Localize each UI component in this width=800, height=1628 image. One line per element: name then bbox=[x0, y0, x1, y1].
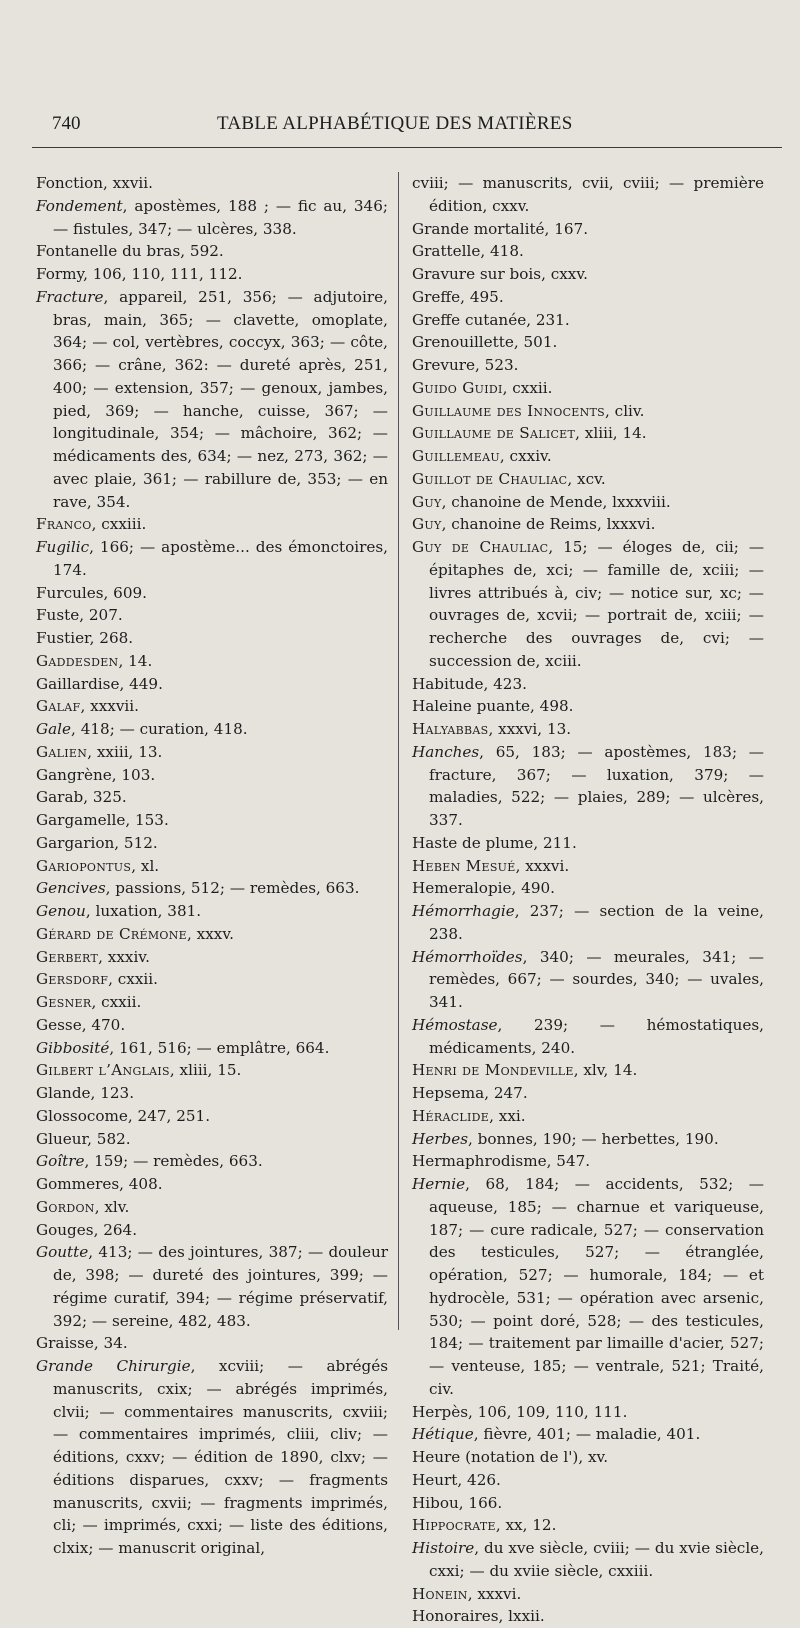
entry-references: , luxation, 381. bbox=[85, 902, 202, 920]
entry-references: , du xve siècle, cviii; — du xvie siècle, cxxi; — du xviie siècle, cxxiii. bbox=[429, 1539, 764, 1580]
entry-references: , 103. bbox=[111, 765, 156, 784]
entry-references: , 68, 184; — accidents, 532; — aqueuse, 185; — charnue et variqueuse, 187; — cure radicale, 527; — conservation des testicules, 527; — étranglée, opération, 527; — humorale, 184; — et hydrocèle, 531; — opération avec arsenic, 530; — point doré, 528; — des testicules, 184; — traitement par limaille d'acier, 527; — venteuse, 185; — ventrale, 521; Traité, civ. bbox=[429, 1175, 764, 1398]
entry-references: , 14. bbox=[118, 651, 153, 670]
entry-references: , xxvii. bbox=[103, 174, 153, 192]
index-entry bbox=[36, 673, 388, 696]
entry-heading: Fonction bbox=[36, 174, 104, 192]
entry-heading: Fuste bbox=[36, 606, 80, 625]
index-entry bbox=[36, 900, 388, 923]
entry-references: , chanoine de Reims, lxxxvi. bbox=[441, 515, 656, 534]
index-column-right bbox=[412, 172, 764, 1628]
index-entry bbox=[412, 1059, 764, 1082]
entry-heading: Greffe cutanée bbox=[412, 310, 527, 329]
entry-references: , 592. bbox=[180, 242, 224, 261]
entry-references: , 490. bbox=[511, 879, 555, 898]
entry-heading: Guillot de Chauliac bbox=[412, 469, 568, 488]
entry-references: , xliii, 14. bbox=[575, 424, 647, 443]
entry-references: , 449. bbox=[119, 674, 163, 693]
index-entry bbox=[412, 240, 764, 263]
index-entry bbox=[36, 946, 388, 969]
entry-heading: Gibbosité bbox=[36, 1038, 110, 1057]
entry-references: , 418. bbox=[480, 242, 524, 261]
entry-references: , 501. bbox=[513, 333, 558, 352]
entry-references: , 264. bbox=[93, 1220, 138, 1239]
entry-references: , 423. bbox=[483, 674, 527, 693]
index-entry bbox=[36, 1219, 388, 1242]
entry-heading: Gilbert l’Anglais bbox=[36, 1061, 170, 1080]
index-entry bbox=[36, 832, 388, 855]
index-entry bbox=[36, 650, 388, 673]
index-entry bbox=[36, 1014, 388, 1037]
index-entry bbox=[36, 764, 388, 787]
entry-references: , xxxvi. bbox=[515, 856, 570, 875]
entry-heading: Garab bbox=[36, 788, 84, 807]
index-entry bbox=[412, 832, 764, 855]
entry-heading: Herpès bbox=[412, 1402, 468, 1421]
entry-references: , 325. bbox=[83, 788, 127, 807]
index-entry bbox=[412, 1583, 764, 1606]
index-entry bbox=[412, 309, 764, 332]
entry-heading: Fustier bbox=[36, 629, 90, 647]
index-entry bbox=[412, 1105, 764, 1128]
entry-heading: Genou bbox=[36, 902, 86, 920]
entry-references: , xxxvii. bbox=[80, 697, 139, 716]
index-entry bbox=[36, 1128, 388, 1151]
entry-references: , cliv. bbox=[605, 401, 645, 420]
index-entry bbox=[36, 1173, 388, 1196]
index-entry bbox=[36, 809, 388, 832]
index-entry bbox=[36, 968, 388, 991]
index-entry bbox=[36, 695, 388, 718]
entry-heading: Galien bbox=[36, 742, 88, 761]
entry-heading: Gordon bbox=[36, 1197, 95, 1216]
index-entry bbox=[412, 741, 764, 832]
entry-heading: Henri de Mondeville bbox=[412, 1061, 574, 1080]
entry-references: , 418; — curation, 418. bbox=[71, 720, 248, 738]
index-entry bbox=[36, 627, 388, 650]
entry-heading: Hétique bbox=[412, 1425, 474, 1444]
entry-references: , 15; — éloges de, cii; — épitaphes de, xci; — famille de, xciii; — livres attribués à, civ; — notice sur, xc; — ouvrages de, xcvii; — portrait de, xciii; — recherche des ouvrages de, cvi; — succession de, xciii. bbox=[429, 538, 765, 670]
index-entry bbox=[36, 195, 388, 241]
index-entry bbox=[36, 1105, 388, 1128]
entry-heading: Guillaume de Salicet bbox=[412, 424, 576, 443]
entry-heading: Hemeralopie bbox=[412, 879, 512, 898]
entry-references: , cxxii. bbox=[502, 378, 553, 397]
entry-references: , 268. bbox=[89, 629, 134, 647]
index-entry bbox=[412, 513, 764, 536]
entry-references: , 408. bbox=[119, 1175, 163, 1193]
entry-heading: Gerbert bbox=[36, 947, 99, 966]
entry-references: , cxxiv. bbox=[499, 447, 552, 465]
entry-heading: Furcules bbox=[36, 583, 104, 602]
index-entry bbox=[412, 695, 764, 718]
entry-heading: Histoire bbox=[412, 1539, 475, 1557]
entry-heading: Gargarion bbox=[36, 833, 115, 852]
entry-references: , 159; — remèdes, 663. bbox=[84, 1152, 263, 1171]
index-entry bbox=[36, 923, 388, 946]
entry-references: , xx, 12. bbox=[495, 1516, 557, 1535]
index-entry bbox=[412, 1423, 764, 1446]
index-entry bbox=[412, 491, 764, 514]
entry-heading: Fontanelle du bras bbox=[36, 242, 181, 261]
index-entry bbox=[36, 877, 388, 900]
entry-heading: Gersdorf bbox=[36, 970, 109, 989]
index-entry bbox=[412, 1514, 764, 1537]
index-entry bbox=[36, 741, 388, 764]
entry-references: , 231. bbox=[526, 310, 570, 329]
index-entry bbox=[412, 331, 764, 354]
index-entry bbox=[36, 286, 388, 514]
entry-heading: Guy bbox=[412, 492, 442, 511]
entry-heading: Franco bbox=[36, 515, 92, 534]
entry-heading: Fondement bbox=[36, 196, 123, 215]
entry-references: , xxxvi. bbox=[467, 1584, 522, 1603]
entry-references: , xv. bbox=[578, 1448, 609, 1466]
entry-references: , 207. bbox=[79, 606, 123, 625]
entry-references: , 340; — meurales, 341; — remèdes, 667; — sourdes, 340; — uvales, 341. bbox=[429, 947, 764, 1011]
entry-heading: Heure (notation de l') bbox=[412, 1448, 579, 1466]
entry-heading: Hepsema bbox=[412, 1084, 485, 1102]
entry-heading: Haste de plume bbox=[412, 833, 534, 852]
entry-heading: Herbes bbox=[412, 1129, 468, 1148]
index-entry bbox=[412, 855, 764, 878]
index-entry bbox=[412, 422, 764, 445]
entry-references: , xcviii; — abrégés manuscrits, cxix; — abrégés imprimés, clvii; — commentaires manuscrits, cxviii; — commentaires imprimés, cliii, cliv; — éditions, cxxv; — édition de 1890, clxv; — éditions disparues, cxxv; — fragments manuscrits, cxvii; — fragments imprimés, cli; — imprimés, cxxi; — liste des éditions, clxix; — manuscrit original, bbox=[53, 1357, 388, 1557]
entry-references: , lxxii. bbox=[498, 1607, 545, 1626]
entry-references: , 239; — hémostatiques, médicaments, 240. bbox=[429, 1015, 764, 1057]
entry-heading: Grevure bbox=[412, 356, 475, 374]
page-header bbox=[52, 113, 777, 143]
index-entry bbox=[36, 1196, 388, 1219]
entry-heading: Habitude bbox=[412, 674, 484, 693]
entry-references: , appareil, 251, 356; — adjutoire, bras, main, 365; — clavette, omoplate, 364; — col, vertèbres, coccyx, 363; — côte, 366; — crâne, 362: — dureté après, 251, 400; — extension, 357; — genoux, jambes, pied, 369; — hanche, cuisse, 367; — longitudinale, 354; — mâchoire, 362; — médicaments des, 634; — nez, 273, 362; — avec plaie, 361; — rabillure de, 353; — en rave, 354. bbox=[53, 287, 388, 511]
index-entry bbox=[36, 1332, 388, 1355]
entry-heading: Hippocrate bbox=[412, 1516, 496, 1535]
entry-references: , passions, 512; — remèdes, 663. bbox=[105, 879, 360, 898]
entry-references: , xxiii, 13. bbox=[87, 742, 163, 761]
entry-heading: Greffe bbox=[412, 287, 461, 306]
index-entry bbox=[36, 855, 388, 878]
entry-heading: Guy de Chauliac bbox=[412, 538, 549, 556]
entry-heading: Hémorrhoïdes bbox=[412, 947, 523, 966]
index-entry bbox=[412, 1128, 764, 1151]
entry-references: , 495. bbox=[460, 287, 504, 306]
index-entry bbox=[412, 1537, 764, 1583]
entry-references: , xlv, 14. bbox=[573, 1061, 638, 1080]
index-entry bbox=[412, 900, 764, 946]
index-entry bbox=[412, 286, 764, 309]
index-entry bbox=[412, 1173, 764, 1401]
entry-references: , 609. bbox=[103, 583, 147, 602]
index-entry bbox=[36, 1037, 388, 1060]
index-entry bbox=[36, 991, 388, 1014]
entry-references: , 247, 251. bbox=[127, 1106, 211, 1125]
entry-heading: Gale bbox=[36, 720, 72, 738]
entry-heading: Haleine puante bbox=[412, 697, 531, 716]
index-entry bbox=[412, 1492, 764, 1515]
index-entry bbox=[36, 1241, 388, 1332]
entry-references: , 512. bbox=[114, 833, 158, 852]
entry-references: , 498. bbox=[530, 697, 574, 716]
entry-references: cviii; — manuscrits, cvii, cviii; — première édition, cxxv. bbox=[412, 174, 764, 215]
entry-references: , 161, 516; — emplâtre, 664. bbox=[109, 1038, 330, 1057]
entry-heading: Hernie bbox=[412, 1175, 466, 1193]
entry-heading: Honoraires bbox=[412, 1607, 499, 1626]
index-entry bbox=[36, 718, 388, 741]
entry-heading: Heben Mesué bbox=[412, 856, 516, 875]
entry-references: , cxxv. bbox=[541, 265, 588, 283]
index-entry bbox=[412, 172, 764, 218]
entry-references: , xcv. bbox=[567, 469, 606, 488]
entry-heading: Guillaume des Innocents bbox=[412, 401, 606, 420]
index-entry bbox=[412, 1014, 764, 1060]
entry-heading: Grande Chirurgie bbox=[36, 1357, 191, 1375]
entry-references: , 106, 110, 111, 112. bbox=[83, 265, 243, 283]
entry-heading: Hanches bbox=[412, 742, 480, 761]
entry-references: , 167. bbox=[544, 219, 589, 238]
index-entry bbox=[412, 536, 764, 673]
entry-references: , cxxiii. bbox=[91, 515, 147, 534]
index-entry bbox=[412, 354, 764, 377]
entry-references: , 65, 183; — apostèmes, 183; — fracture, 367; — luxation, 379; — maladies, 522; — plaies, 289; — ulcères, 337. bbox=[429, 742, 764, 829]
entry-references: , 582. bbox=[87, 1129, 131, 1148]
entry-references: , bonnes, 190; — herbettes, 190. bbox=[468, 1129, 719, 1148]
entry-heading: Honein bbox=[412, 1584, 468, 1603]
index-entry bbox=[36, 1355, 388, 1560]
entry-heading: Heurt bbox=[412, 1470, 458, 1489]
index-entry bbox=[412, 1446, 764, 1469]
index-entry bbox=[36, 582, 388, 605]
index-entry bbox=[36, 604, 388, 627]
entry-references: , cxxii. bbox=[91, 993, 142, 1011]
entry-references: , xxxvi, 13. bbox=[488, 720, 572, 738]
index-entry bbox=[412, 1605, 764, 1628]
entry-references: , 247. bbox=[484, 1084, 528, 1102]
entry-references: , 211. bbox=[533, 833, 577, 852]
entry-heading: Gouges bbox=[36, 1220, 94, 1239]
entry-heading: Glossocome bbox=[36, 1106, 128, 1125]
index-entry bbox=[36, 1082, 388, 1105]
entry-heading: Gesner bbox=[36, 993, 92, 1011]
entry-heading: Gesse bbox=[36, 1015, 82, 1034]
entry-references: , 123. bbox=[90, 1084, 135, 1102]
index-entry bbox=[36, 513, 388, 536]
entry-references: , fièvre, 401; — maladie, 401. bbox=[473, 1425, 701, 1444]
entry-heading: Hermaphrodisme bbox=[412, 1152, 547, 1171]
entry-heading: Hibou bbox=[412, 1493, 459, 1512]
entry-heading: Guido Guidi bbox=[412, 378, 503, 397]
entry-heading: Gaillardise bbox=[36, 674, 120, 693]
index-entry bbox=[412, 1469, 764, 1492]
index-entry bbox=[36, 536, 388, 582]
index-entry bbox=[412, 1082, 764, 1105]
column-divider bbox=[398, 172, 399, 1330]
entry-heading: Galaf bbox=[36, 697, 81, 716]
entry-references: , cxxii. bbox=[108, 970, 158, 989]
entry-heading: Hémorrhagie bbox=[412, 902, 515, 920]
entry-heading: Gérard de Crémone bbox=[36, 924, 187, 943]
entry-heading: Gommeres bbox=[36, 1175, 120, 1193]
index-entry bbox=[412, 218, 764, 241]
entry-references: , xlv. bbox=[94, 1197, 130, 1216]
entry-references: , 426. bbox=[457, 1470, 501, 1489]
index-entry bbox=[36, 786, 388, 809]
entry-heading: Goutte bbox=[36, 1243, 89, 1262]
entry-heading: Guillemeau bbox=[412, 447, 500, 465]
index-entry bbox=[36, 1059, 388, 1082]
index-entry bbox=[36, 240, 388, 263]
entry-heading: Gariopontus bbox=[36, 856, 132, 875]
index-entry bbox=[412, 946, 764, 1014]
entry-references: , xliii, 15. bbox=[169, 1061, 242, 1080]
index-entry bbox=[412, 1401, 764, 1424]
entry-heading: Guy bbox=[412, 515, 442, 534]
entry-references: , 547. bbox=[546, 1152, 591, 1171]
entry-heading: Glueur bbox=[36, 1129, 88, 1148]
index-entry bbox=[412, 377, 764, 400]
index-entry bbox=[412, 877, 764, 900]
entry-heading: Formy bbox=[36, 265, 84, 283]
page-number: 740 bbox=[52, 113, 81, 134]
index-entry bbox=[412, 718, 764, 741]
entry-references: , 413; — des jointures, 387; — douleur de, 398; — dureté des jointures, 399; — régime curatif, 394; — régime préservatif, 392; — sereine, 482, 483. bbox=[53, 1243, 388, 1330]
entry-heading: Gargamelle bbox=[36, 811, 126, 829]
index-entry bbox=[36, 172, 388, 195]
index-column-left bbox=[36, 172, 388, 1560]
header-rule bbox=[32, 147, 782, 148]
entry-references: , xl. bbox=[131, 856, 160, 875]
entry-references: , chanoine de Mende, lxxxviii. bbox=[441, 492, 671, 511]
entry-references: , 166. bbox=[458, 1493, 503, 1512]
index-entry bbox=[36, 263, 388, 286]
entry-heading: Hémostase bbox=[412, 1015, 498, 1034]
entry-heading: Graisse bbox=[36, 1334, 94, 1353]
entry-heading: Fugilic bbox=[36, 538, 90, 556]
entry-heading: Grande mortalité bbox=[412, 219, 545, 238]
index-entry bbox=[412, 673, 764, 696]
entry-references: , 523. bbox=[475, 356, 519, 374]
index-entry bbox=[36, 1150, 388, 1173]
entry-references: , 237; — section de la veine, 238. bbox=[429, 902, 764, 943]
running-title: TABLE ALPHABÉTIQUE DES MATIÈRES bbox=[217, 113, 573, 134]
entry-references: , apostèmes, 188 ; — fic au, 346; — fistules, 347; — ulcères, 338. bbox=[53, 196, 388, 238]
entry-references: , 34. bbox=[93, 1334, 128, 1353]
entry-heading: Fracture bbox=[36, 287, 104, 306]
index-entry bbox=[412, 400, 764, 423]
entry-heading: Glande bbox=[36, 1084, 91, 1102]
entry-heading: Grenouillette bbox=[412, 333, 514, 352]
index-entry bbox=[412, 445, 764, 468]
entry-references: , xxxv. bbox=[186, 924, 234, 943]
entry-heading: Gencives bbox=[36, 879, 106, 898]
entry-heading: Halyabbas bbox=[412, 720, 489, 738]
index-entry bbox=[412, 468, 764, 491]
entry-heading: Gravure sur bois bbox=[412, 265, 542, 283]
entry-references: , xxxiv. bbox=[98, 947, 150, 966]
entry-heading: Goître bbox=[36, 1152, 85, 1171]
index-entry bbox=[412, 1150, 764, 1173]
index-entry bbox=[412, 263, 764, 286]
entry-references: , 166; — apostème... des émonctoires, 174. bbox=[53, 538, 388, 579]
entry-heading: Grattelle bbox=[412, 242, 481, 261]
entry-references: , 470. bbox=[81, 1015, 126, 1034]
entry-heading: Héraclide bbox=[412, 1106, 490, 1125]
entry-heading: Gaddesden bbox=[36, 651, 119, 670]
entry-references: , xxi. bbox=[489, 1106, 526, 1125]
entry-references: , 153. bbox=[125, 811, 169, 829]
entry-references: , 106, 109, 110, 111. bbox=[468, 1402, 628, 1421]
entry-heading: Gangrène bbox=[36, 765, 112, 784]
